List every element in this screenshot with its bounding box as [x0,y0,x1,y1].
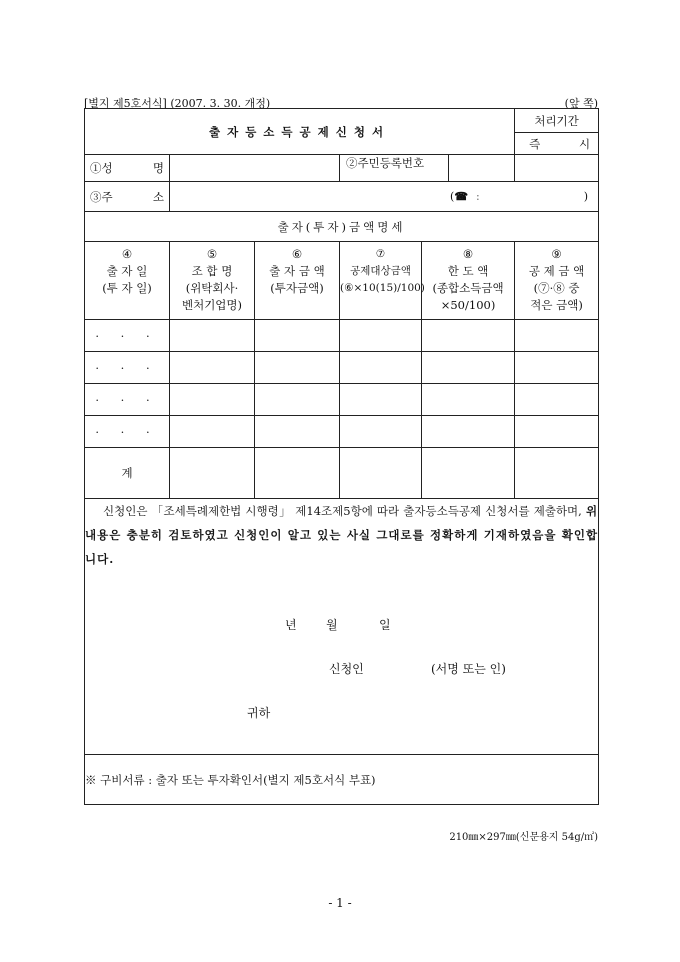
table-row [85,352,599,384]
date-cell[interactable]: · · · [85,384,170,416]
processing-period-value: 즉 시 [515,133,599,155]
name-label: ①성 명 [85,155,170,182]
address-field[interactable] [170,182,599,212]
application-form [84,108,599,805]
phone-field[interactable]: ( ☎ : ) [450,190,589,203]
page-number: - 1 - [328,896,352,910]
declaration-text: 신청인은 「조세특례제한법 시행령」 제14조제5항에 따라 출자등소득공제 신청서를 제출하며, [103,504,586,518]
telephone-icon: ☎ [454,190,469,203]
table-row [85,416,599,448]
total-label: 계 [85,448,170,499]
processing-period-label: 처리기간 [515,109,599,133]
signature-field[interactable]: (서명 또는 인) [431,662,506,676]
date-cell[interactable]: · · · [85,352,170,384]
page-side: (앞 쪽) [564,97,598,110]
date-cell[interactable]: · · · [85,320,170,352]
col-fund-name: ⑤ 조 합 명 (위탁회사· 벤처기업명) [170,242,255,320]
paper-size: 210㎜×297㎜(신문용지 54g/㎡) [449,832,598,843]
applicant-label: 신청인 [329,662,364,676]
section-title: 출자(투자)금액명세 [85,212,599,242]
rrn-label: ②주민등록번호 [340,155,515,182]
date-day[interactable]: 일 [379,618,391,632]
recipient-label: 귀하 [247,706,271,720]
col-deduction-amount: ⑨ 공 제 금 액 (⑦·⑧ 중 적은 금액) [515,242,599,320]
col-investment-amount: ⑥ 출 자 금 액 (투자금액) [255,242,340,320]
table-row [85,384,599,416]
declaration-bold-text: 위 내용은 충분히 검토하였고 신청인이 알고 있는 사실 그대로를 정확하게 기재하였음을 확인합니다. [85,504,599,566]
form-number: [별지 제5호서식] (2007. 3. 30. 개정) [84,97,271,110]
date-year[interactable]: 년 [285,618,297,632]
date-month[interactable]: 월 [326,618,338,632]
form-title: 출자등소득공제신청서 [85,109,515,155]
name-field[interactable] [170,155,340,182]
address-label: ③주 소 [85,182,170,212]
declaration [85,499,599,755]
date-cell[interactable]: · · · [85,416,170,448]
table-row [85,320,599,352]
rrn-field[interactable] [448,155,514,181]
col-limit-amount: ⑧ 한 도 액 (종합소득금액 ×50/100) [422,242,515,320]
col-deductible-amount: ⑦ 공제대상금액 (⑥×10(15)/100) [340,242,422,320]
total-row [85,448,599,499]
col-investment-date: ④ 출 자 일 (투 자 일) [85,242,170,320]
rrn-field-ext[interactable] [515,155,599,182]
required-documents: ※ 구비서류 : 출자 또는 투자확인서(별지 제5호서식 부표) [85,755,599,805]
